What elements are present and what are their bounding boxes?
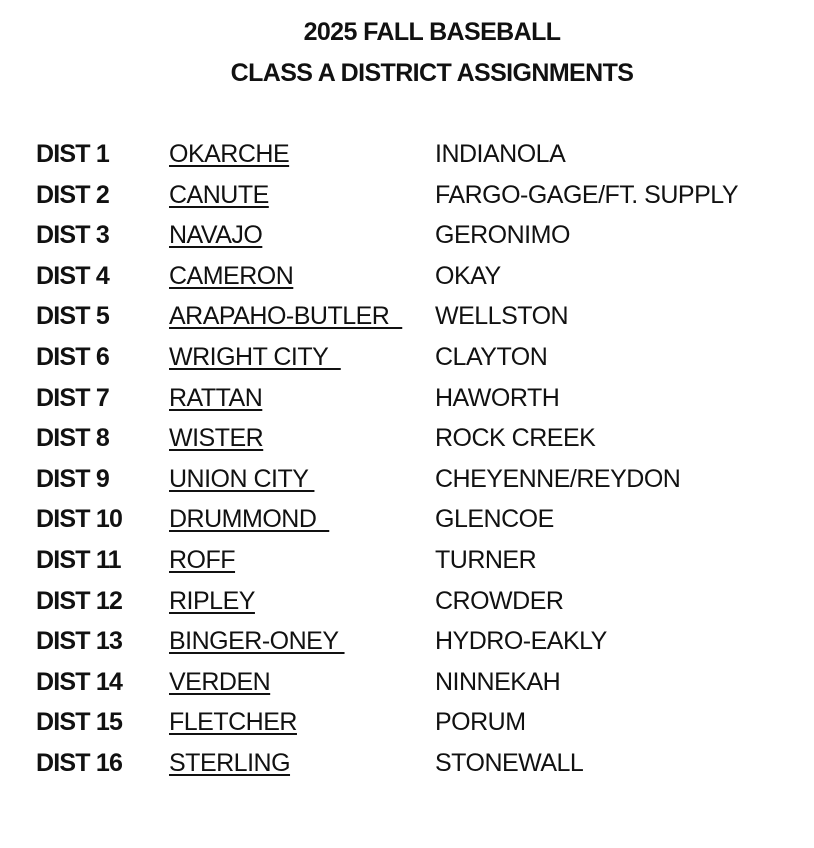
- host-school: CANUTE: [169, 180, 269, 209]
- district-label: DIST 13: [36, 627, 123, 656]
- district-row: [0, 625, 814, 666]
- opponent-school: CLAYTON: [435, 342, 548, 371]
- district-row: [0, 747, 814, 788]
- host-school: FLETCHER: [169, 708, 297, 737]
- host-school: ARAPAHO-BUTLER: [169, 302, 403, 331]
- document-subtitle: CLASS A DISTRICT ASSIGNMENTS: [230, 59, 634, 87]
- host-school: VERDEN: [169, 667, 271, 696]
- district-label: DIST 3: [36, 221, 109, 250]
- district-label: DIST 16: [36, 748, 123, 777]
- district-row: [0, 463, 814, 504]
- district-label: DIST 11: [36, 545, 121, 574]
- district-label: DIST 15: [36, 708, 123, 737]
- document-title: 2025 FALL BASEBALL: [303, 18, 561, 46]
- host-school: CAMERON: [169, 261, 294, 290]
- district-row: [0, 219, 814, 260]
- host-school: ROFF: [169, 545, 236, 574]
- host-school: DRUMMOND: [169, 505, 330, 534]
- district-row: [0, 503, 814, 544]
- district-label: DIST 12: [36, 586, 123, 615]
- opponent-school: CROWDER: [435, 586, 564, 615]
- district-label: DIST 7: [36, 383, 109, 412]
- opponent-school: GLENCOE: [435, 505, 554, 534]
- district-label: DIST 14: [36, 667, 123, 696]
- host-school: OKARCHE: [169, 140, 290, 168]
- host-school: RIPLEY: [169, 586, 255, 615]
- host-school: WRIGHT CITY: [169, 342, 341, 371]
- host-school: STERLING: [169, 748, 291, 777]
- opponent-school: OKAY: [435, 261, 501, 290]
- opponent-school: GERONIMO: [435, 221, 570, 250]
- opponent-school: NINNEKAH: [435, 667, 561, 696]
- district-row: [0, 300, 814, 341]
- district-row: [0, 260, 814, 301]
- district-row: [0, 341, 814, 382]
- district-label: DIST 6: [36, 342, 109, 371]
- host-school: UNION CITY: [169, 464, 315, 493]
- opponent-school: STONEWALL: [435, 748, 584, 777]
- district-row: [0, 138, 814, 179]
- district-row: [0, 585, 814, 626]
- opponent-school: PORUM: [435, 708, 526, 737]
- district-list: [0, 138, 814, 788]
- district-label: DIST 10: [36, 505, 123, 534]
- opponent-school: WELLSTON: [435, 302, 569, 331]
- opponent-school: CHEYENNE/REYDON: [435, 464, 681, 493]
- district-row: [0, 706, 814, 747]
- district-label: DIST 8: [36, 424, 109, 453]
- district-row: [0, 544, 814, 585]
- host-school: BINGER-ONEY: [169, 627, 345, 656]
- district-label: DIST 5: [36, 302, 109, 331]
- district-row: [0, 666, 814, 707]
- opponent-school: INDIANOLA: [435, 140, 566, 168]
- host-school: RATTAN: [169, 383, 263, 412]
- district-label: DIST 4: [36, 261, 109, 290]
- district-row: [0, 179, 814, 220]
- opponent-school: ROCK CREEK: [435, 424, 596, 453]
- opponent-school: HYDRO-EAKLY: [435, 627, 607, 656]
- district-label: DIST 2: [36, 180, 109, 209]
- opponent-school: FARGO-GAGE/FT. SUPPLY: [435, 180, 738, 209]
- opponent-school: TURNER: [435, 545, 537, 574]
- district-label: DIST 9: [36, 464, 109, 493]
- district-row: [0, 422, 814, 463]
- district-label: DIST 1: [36, 140, 109, 168]
- opponent-school: HAWORTH: [435, 383, 560, 412]
- district-row: [0, 382, 814, 423]
- host-school: NAVAJO: [169, 221, 263, 250]
- host-school: WISTER: [169, 424, 264, 453]
